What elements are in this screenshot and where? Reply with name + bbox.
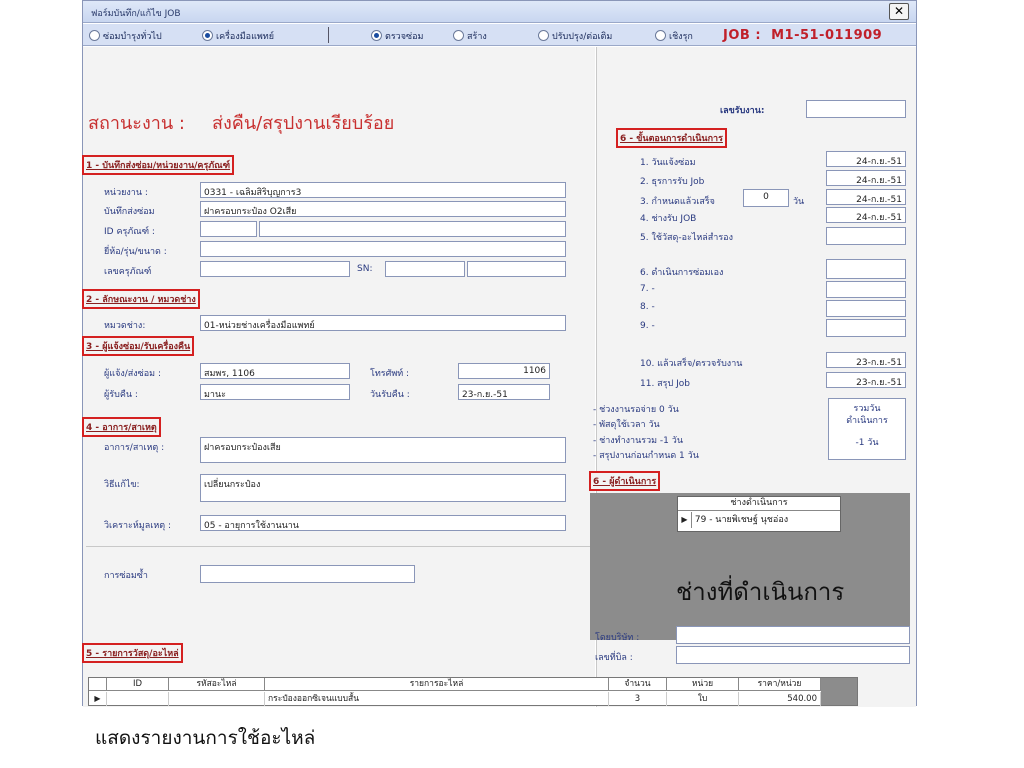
- radio-icon[interactable]: [538, 30, 549, 41]
- col-part-code: รหัสอะไหล่: [169, 678, 265, 691]
- status-label: สถานะงาน :: [88, 113, 185, 134]
- radio-selected-icon[interactable]: [371, 30, 382, 41]
- sn-label: SN:: [357, 264, 373, 274]
- return-date-label: วันรับคืน :: [370, 390, 410, 400]
- receiver-field[interactable]: มานะ: [200, 384, 350, 400]
- step-8-field[interactable]: [826, 300, 906, 317]
- cell-unit[interactable]: ใบ: [667, 692, 739, 706]
- phone-field[interactable]: 1106: [458, 363, 550, 379]
- row-selector-icon[interactable]: ▶: [678, 512, 692, 528]
- step-10-date[interactable]: 23-ก.ย.-51: [826, 352, 906, 368]
- fix-label: วิธีแก้ไข:: [104, 480, 140, 490]
- col-unit-price: ราคา/หน่วย: [739, 678, 821, 691]
- reporter-label: ผู้แจ้ง/ส่งซ่อม :: [104, 369, 162, 379]
- summary-line-2: - พัสดุใช้เวลา วัน: [593, 420, 660, 430]
- technician-name[interactable]: 79 - นายพิเชษฐ์ นุชอ่อง: [694, 515, 789, 525]
- col-id: ID: [107, 678, 169, 691]
- section-5-title: 5 - รายการวัสดุ/อะไหล่: [82, 643, 183, 663]
- return-date-field[interactable]: 23-ก.ย.-51: [458, 384, 550, 400]
- operators-grid: [677, 496, 841, 532]
- step-4-label: 4. ช่างรับ JOB: [640, 214, 697, 224]
- cell-part-name[interactable]: กระป๋องออกซิเจนแบบสั้น: [265, 692, 609, 706]
- receive-no-label: เลขรับงาน:: [720, 106, 765, 116]
- asset-id-field[interactable]: [200, 221, 257, 237]
- option-medical-equipment[interactable]: เครื่องมือแพทย์: [202, 29, 274, 43]
- radio-selected-icon[interactable]: [202, 30, 213, 41]
- total-days-label-2: ดำเนินการ: [846, 416, 888, 426]
- symptom-field[interactable]: ฝาครอบกระป๋องเสีย: [200, 437, 566, 463]
- option-renovate[interactable]: ปรับปรุง/ต่อเติม: [538, 29, 612, 43]
- step-7-field[interactable]: [826, 281, 906, 298]
- step-1-date[interactable]: 24-ก.ย.-51: [826, 151, 906, 167]
- steps-title: 6 - ขั้นตอนการดำเนินการ: [616, 128, 727, 148]
- job-number: JOB : M1-51-011909: [723, 28, 883, 43]
- due-days-field[interactable]: 0: [743, 189, 789, 207]
- option-build[interactable]: สร้าง: [453, 29, 487, 43]
- section-1-title: 1 - บันทึกส่งซ่อม/หน่วยงาน/ครุภัณฑ์: [82, 155, 234, 175]
- category-label: หมวดช่าง:: [104, 321, 146, 331]
- operators-grid-row[interactable]: [678, 512, 840, 528]
- summary-line-4: - สรุปงานก่อนกำหนด 1 วัน: [593, 451, 699, 461]
- step-7-label: 7. -: [640, 284, 655, 294]
- repeat-repair-label: การซ่อมซ้ำ: [104, 571, 148, 581]
- title-bar: [83, 1, 916, 23]
- total-days-label-1: รวมวัน: [853, 404, 881, 414]
- receive-no-field[interactable]: [806, 100, 906, 118]
- step-1-label: 1. วันแจ้งซ่อม: [640, 158, 696, 168]
- note-field[interactable]: ฝาครอบกระป๋อง O2เสีย: [200, 201, 566, 217]
- due-days-unit: วัน: [793, 197, 805, 207]
- total-days-box: [828, 398, 906, 460]
- option-general-maintenance[interactable]: ซ่อมบำรุงทั่วไป: [89, 29, 162, 43]
- summary-line-1: - ช่วงงานรอจ่าย 0 วัน: [593, 405, 679, 415]
- option-proactive[interactable]: เชิงรุก: [655, 29, 693, 43]
- company-label: โดยบริษัท :: [595, 633, 640, 643]
- unit-label: หน่วยงาน :: [104, 188, 148, 198]
- grid-corner: [89, 678, 107, 691]
- company-field[interactable]: [676, 626, 910, 644]
- close-button[interactable]: ✕: [889, 3, 909, 20]
- step-9-label: 9. -: [640, 321, 655, 331]
- radio-icon[interactable]: [453, 30, 464, 41]
- analysis-label: วิเคราะห์มูลเหตุ :: [104, 521, 171, 531]
- analysis-field[interactable]: 05 - อายุการใช้งานนาน: [200, 515, 566, 531]
- col-quantity: จำนวน: [609, 678, 667, 691]
- fix-field[interactable]: เปลี่ยนกระป๋อง: [200, 474, 566, 502]
- section-4-title: 4 - อาการ/สาเหตุ: [82, 417, 161, 437]
- repeat-repair-field[interactable]: [200, 565, 415, 583]
- slide-caption: แสดงรายงานการใช้อะไหล่: [95, 727, 316, 749]
- divider: [328, 27, 329, 43]
- window-title: ฟอร์มบันทึก/แก้ไข JOB: [91, 9, 181, 19]
- cell-quantity[interactable]: 3: [609, 692, 667, 706]
- section-2-title: 2 - ลักษณะงาน / หมวดช่าง: [82, 289, 200, 309]
- step-10-label: 10. แล้วเสร็จ/ตรวจรับงาน: [640, 359, 743, 369]
- step-2-label: 2. ธุรการรับ Job: [640, 177, 705, 187]
- grid-empty-area: [821, 678, 857, 705]
- cell-unit-price[interactable]: 540.00: [739, 692, 821, 706]
- job-type-options: [83, 24, 916, 46]
- receiver-label: ผู้รับคืน :: [104, 390, 138, 400]
- sn-extra-field[interactable]: [467, 261, 566, 277]
- step-5-field[interactable]: [826, 227, 906, 245]
- technicians-overlay-label: ช่างที่ดำเนินการ: [676, 578, 845, 606]
- step-2-date[interactable]: 24-ก.ย.-51: [826, 170, 906, 186]
- step-3-date[interactable]: 24-ก.ย.-51: [826, 189, 906, 205]
- section-divider: [86, 546, 592, 547]
- note-label: บันทึกส่งซ่อม: [104, 207, 155, 217]
- status-value: ส่งคืน/สรุปงานเรียบร้อย: [212, 113, 395, 134]
- bill-field[interactable]: [676, 646, 910, 664]
- step-3-label: 3. กำหนดแล้วเสร็จ: [640, 197, 715, 207]
- parts-grid: [88, 677, 858, 706]
- section-3-title: 3 - ผู้แจ้งซ่อม/รับเครื่องคืน: [82, 336, 194, 356]
- radio-icon[interactable]: [89, 30, 100, 41]
- summary-line-3: - ช่างทำงานรวม -1 วัน: [593, 436, 683, 446]
- bill-label: เลขที่บิล :: [595, 653, 633, 663]
- step-11-label: 11. สรุป Job: [640, 379, 690, 389]
- row-selector-icon[interactable]: ▶: [89, 692, 107, 706]
- step-5-label: 5. ใช้วัสดุ-อะไหล่สำรอง: [640, 233, 733, 243]
- asset-name-field[interactable]: [259, 221, 566, 237]
- asset-id-label: ID ครุภัณฑ์ :: [104, 227, 155, 237]
- step-6-label: 6. ดำเนินการซ่อมเอง: [640, 268, 724, 278]
- phone-label: โทรศัพท์ :: [370, 369, 410, 379]
- step-4-date[interactable]: 24-ก.ย.-51: [826, 207, 906, 223]
- category-field[interactable]: 01-หน่วยช่างเครื่องมือแพทย์: [200, 315, 566, 331]
- symptom-label: อาการ/สาเหตุ :: [104, 443, 165, 453]
- step-6-field[interactable]: [826, 259, 906, 279]
- radio-icon[interactable]: [655, 30, 666, 41]
- total-days-value: -1 วัน: [855, 438, 879, 448]
- cell-part-code[interactable]: [169, 692, 265, 706]
- reporter-field[interactable]: สมพร, 1106: [200, 363, 350, 379]
- asset-no-field[interactable]: [200, 261, 350, 277]
- step-11-date[interactable]: 23-ก.ย.-51: [826, 372, 906, 388]
- option-inspect-repair[interactable]: ตรวจซ่อม: [371, 29, 423, 43]
- brand-field[interactable]: [200, 241, 566, 257]
- operators-grid-header: ช่างดำเนินการ: [678, 497, 840, 511]
- operators-title: 6 - ผู้ดำเนินการ: [589, 471, 660, 491]
- asset-no-label: เลขครุภัณฑ์: [104, 267, 152, 277]
- col-unit: หน่วย: [667, 678, 739, 691]
- sn-field[interactable]: [385, 261, 465, 277]
- unit-field[interactable]: 0331 - เฉลิมสิริบุญการ3: [200, 182, 566, 198]
- cell-id[interactable]: [107, 692, 169, 706]
- step-9-field[interactable]: [826, 319, 906, 337]
- brand-label: ยี่ห้อ/รุ่น/ขนาด :: [104, 247, 167, 257]
- step-8-label: 8. -: [640, 302, 655, 312]
- col-part-name: รายการอะไหล่: [265, 678, 609, 691]
